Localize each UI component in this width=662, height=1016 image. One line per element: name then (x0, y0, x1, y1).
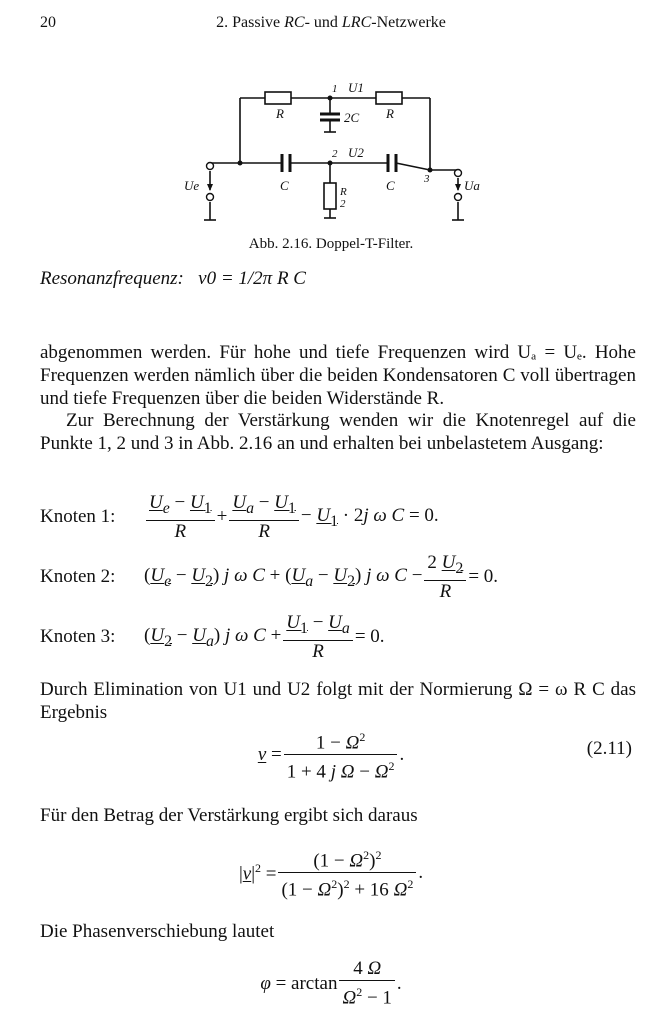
resistor-r-right (376, 92, 402, 104)
label-r-half: R (340, 186, 347, 198)
paragraph-3: Durch Elimination von U1 und U2 folgt mit der Normierung Ω = ω R C das Ergebnis (40, 679, 636, 723)
running-title-suffix: -Netzwerke (371, 14, 446, 31)
running-title (0, 14, 662, 32)
label-r-right: R (386, 106, 394, 121)
label-ue: Ue (184, 178, 200, 193)
double-t-filter-circuit (180, 78, 480, 228)
knoten-2-formula: $(U_e - U_2)$ j ω $C + (U_a - U_2)$ j ω C − $\frac{2 U_2}{R}$ = 0. (144, 552, 499, 602)
running-title-prefix: 2. Passive (216, 14, 285, 31)
label-node-1: 1 (332, 83, 338, 95)
knoten-3-label: Knoten 3: (40, 626, 116, 647)
running-title-rc: RC (284, 14, 305, 31)
resonance-formula: ν0 = 1/2π R C (198, 268, 306, 289)
resonance-label: Resonanzfrequenz: (40, 268, 184, 289)
equation-knoten-2 (40, 552, 636, 608)
label-node-2: 2 (332, 148, 338, 160)
equation-number: (2.11) (586, 738, 632, 759)
label-c-right: C (386, 178, 395, 193)
equation-magnitude: $|v|^2$ = $\frac{(1 - \Omega^2)^2}{(1 - \Omega^2)^2 + 16 \Omega^2}$ . (0, 844, 662, 902)
knoten-2-label: Knoten 2: (40, 566, 116, 587)
paragraph-5: Die Phasenverschiebung lautet (40, 921, 275, 942)
knoten-1-formula: $\frac{U_e - U_1}{R}$ + $\frac{U_a - U_1}{R}$ − $U_1 \cdot 2j$ ω C = 0. (144, 492, 439, 543)
label-ua: Ua (464, 178, 480, 193)
label-node-3: 3 (424, 173, 430, 185)
paragraph-2: Zur Berechnung der Verstärkung wenden wir die Knotenregel auf die Punkte 1, 2 und 3 in Abb. 2.16 an und erhalten bei unbelastetem Ausgang: (40, 410, 636, 454)
paragraph-4: Für den Betrag der Verstärkung ergibt sich daraus (40, 805, 418, 826)
paragraph-1: abgenommen werden. Für hohe und tiefe Frequenzen wird Uₐ = Uₑ. Hohe Frequenzen werden nämlich über die beiden Kondensatoren C voll übertragen und tiefe Frequenzen über die beiden Widerstände R. (40, 342, 636, 409)
running-title-mid: - und (304, 14, 342, 31)
equation-phase: φ = arctan $\frac{4 \Omega}{\Omega^2 - 1}$ . (260, 958, 402, 1009)
label-u1: U1 (348, 80, 364, 95)
label-2c: 2C (344, 110, 360, 125)
label-r-left: R (276, 106, 284, 121)
figure-caption: Abb. 2.16. Doppel-T-Filter. (248, 236, 414, 252)
equation-knoten-1 (40, 492, 636, 548)
knoten-3-formula: $(U_2 - U_a)$ j ω C + $\frac{U_1 - U_a}{R}$ = 0. (144, 612, 385, 662)
label-u2: U2 (348, 145, 364, 160)
running-title-lrc: LRC (341, 14, 372, 31)
label-r-half-den: 2 (340, 198, 346, 210)
label-c-left: C (280, 178, 289, 193)
knoten-1-label: Knoten 1: (40, 506, 116, 527)
resonance-frequency (40, 268, 306, 290)
page-number: 20 (40, 14, 56, 31)
equation-gain: v = $\frac{1 - \Omega^2}{1 + 4 j \Omega - \Omega^2}$ . (0, 726, 662, 784)
equation-knoten-3 (40, 612, 636, 668)
resistor-r-left (265, 92, 291, 104)
